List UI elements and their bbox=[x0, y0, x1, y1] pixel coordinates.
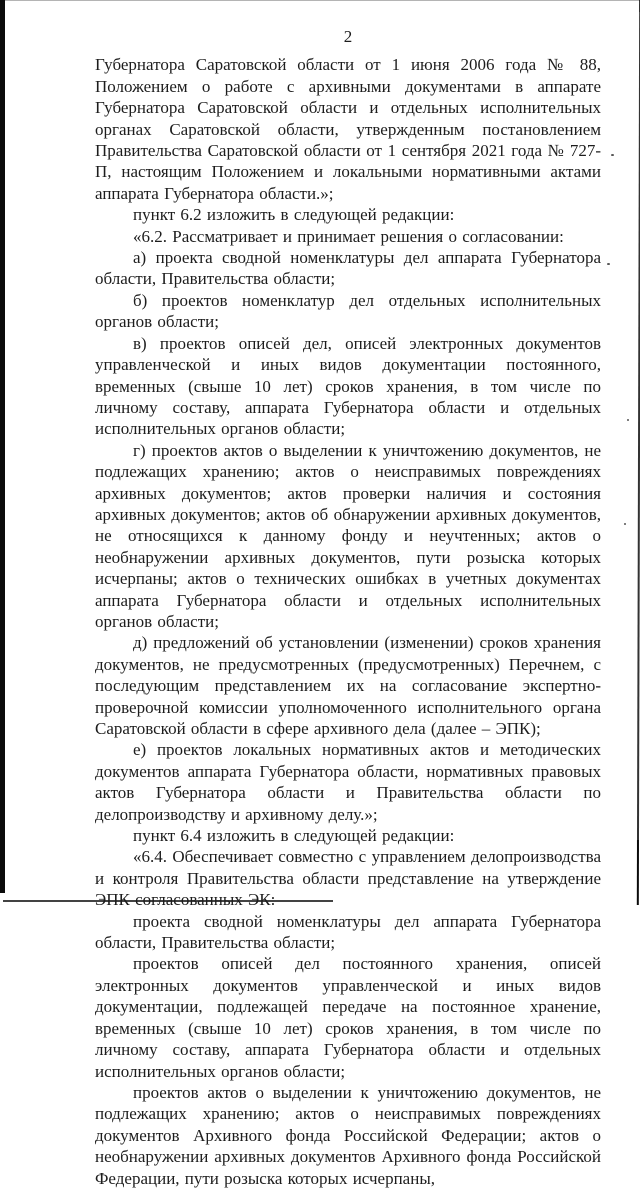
page-number: 2 bbox=[343, 27, 353, 46]
document-paragraph: «6.2. Рассматривает и принимает решения о согласовании: bbox=[133, 226, 564, 246]
document-content bbox=[95, 26, 601, 1189]
document-paragraph: пункт 6.4 изложить в следующей редакции: bbox=[133, 826, 455, 846]
document-paragraph: а) проекта сводной номенклатуры дел аппарата Губернатора области, Правительства области; bbox=[95, 248, 601, 289]
scan-edge-top bbox=[0, 0, 640, 1]
scan-speck bbox=[611, 154, 614, 156]
document-paragraph: проектов описей дел постоянного хранения, описей электронных документов управленческой и иных видов документации, подлежащей передаче на постоянное хранение, временных (свыше 10 лет) сроков хранения, в том числе по личному составу, аппарата Губернатора области и отдельных исполнительных органов области; bbox=[95, 954, 601, 1081]
scan-speck bbox=[627, 419, 629, 421]
document-paragraph: г) проектов актов о выделении к уничтожению документов, не подлежащих хранению; актов о неисправимых повреждениях архивных документов; актов проверки наличия и состояния архивных документов; актов об обнаружении архивных документов, не относящихся к данному фонду и неучтенных; актов о необнаружении архивных документов, пути розыска которых исчерпаны; актов о технических ошибках в учетных документах аппарата Губернатора области и отдельных исполнительных органов области; bbox=[95, 440, 601, 631]
document-paragraph: «6.4. Обеспечивает совместно с управлением делопроизводства и контроля Правительства области представление на утверждение ЭПК согласованных ЭК: bbox=[95, 847, 601, 910]
scan-speck bbox=[624, 523, 626, 525]
document-paragraph: проекта сводной номенклатуры дел аппарата Губернатора области, Правительства области; bbox=[95, 911, 601, 953]
document-paragraph: Губернатора Саратовской области от 1 июня 2006 года № 88, Положением о работе с архивными документами в аппарате Губернатора Саратовской области и отдельных исполнительных органах Саратовской области, утвержденным постановлением Правительства Саратовской области от 1 сентября 2021 года № 727-П, настоящим Положением и локальными нормативными актами аппарата Губернатора области.»; bbox=[95, 55, 601, 203]
document-body bbox=[95, 54, 601, 1189]
document-paragraph: пункт 6.2 изложить в следующей редакции: bbox=[133, 205, 455, 225]
document-paragraph: проектов актов о выделении к уничтожению документов, не подлежащих хранению; актов о неисправимых повреждениях документов Архивного фонда Российской Федерации; актов о необнаружении архивных документов Архивного фонда Российской Федерации, пути розыска которых исчерпаны, bbox=[95, 1082, 601, 1188]
document-paragraph: д) предложений об установлении (изменении) сроков хранения документов, не предусмотренных (предусмотренных) Перечнем, с последующим представлением их на согласование экспертно-проверочной комиссии уполномоченного исполнительного органа Саратовской области в сфере архивного дела (далее – ЭПК); bbox=[95, 633, 601, 738]
document-paragraph: е) проектов локальных нормативных актов и методических документов аппарата Губернатора области, нормативных правовых актов Губернатора области и Правительства области по делопроизводству и архивному делу.»; bbox=[95, 740, 601, 824]
scan-speck bbox=[607, 263, 610, 265]
scan-edge-left bbox=[0, 0, 5, 893]
document-paragraph: в) проектов описей дел, описей электронных документов управленческой и иных видов документации постоянного, временных (свыше 10 лет) сроков хранения, в том числе по личному составу, аппарата Губернатора области и отдельных исполнительных органов области; bbox=[95, 333, 601, 439]
document-paragraph: б) проектов номенклатур дел отдельных исполнительных органов области; bbox=[95, 290, 601, 332]
